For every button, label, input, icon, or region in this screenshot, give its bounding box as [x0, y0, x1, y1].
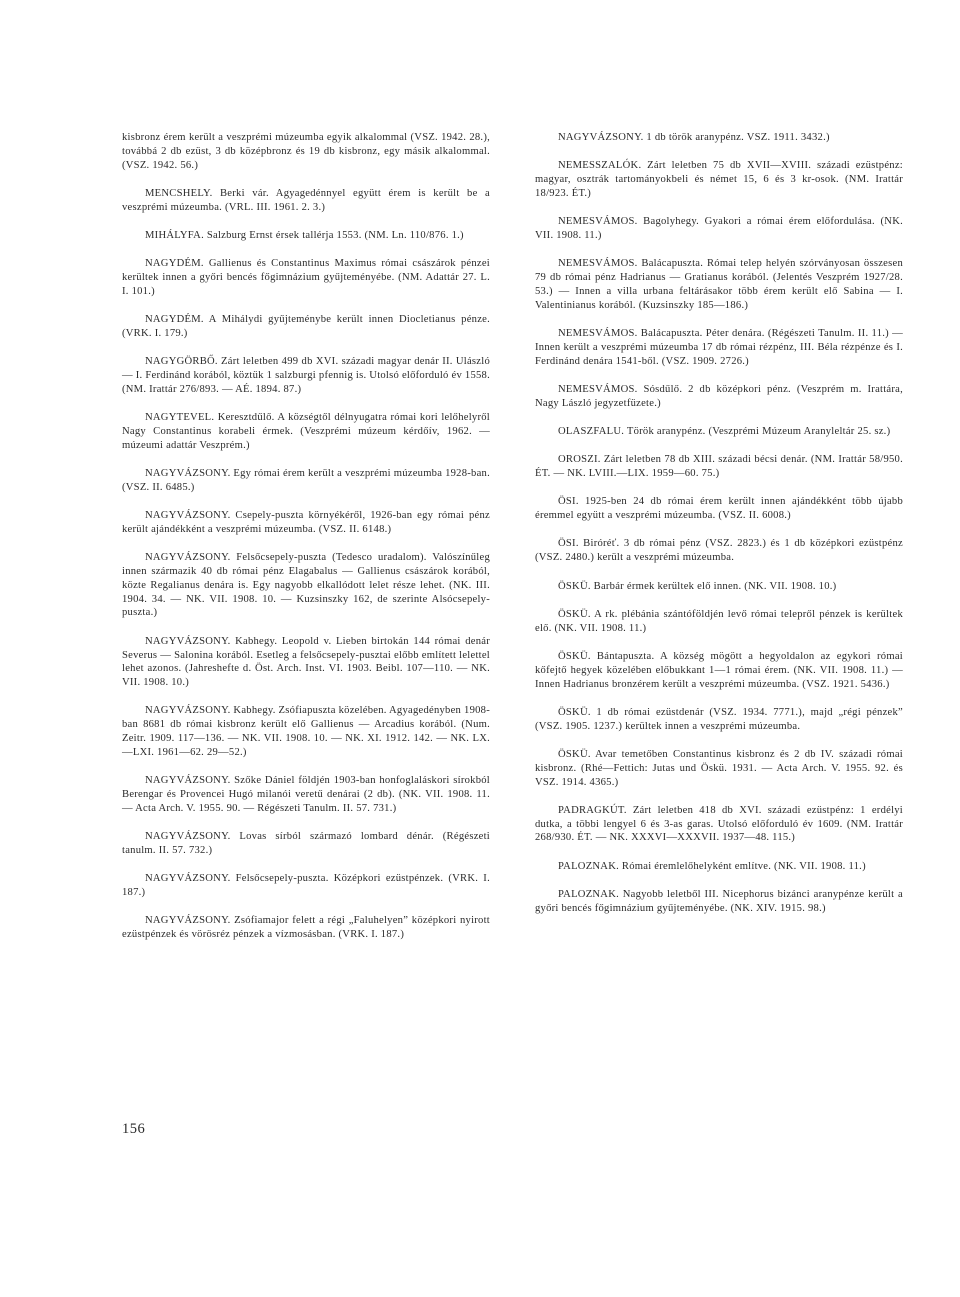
text-paragraph: NEMESSZALÓK. Zárt leletben 75 db XVII—XVIII. századi ezüstpénz: magyar, osztrák tartományokbeli és német 15, 6 és 3 kr-osok. (NM. Irattár 18/923. ÉT.) — [535, 160, 903, 199]
text-paragraph: NEMESVÁMOS. Balácapuszta. Római telep helyén szórványosan összesen 79 db római pénz Hadrianus — Gratianus korából. (Jelentés Veszprém 1927/28. 53.) — Innen a villa urbana feltárásakor több érem került elő Sabina — I. Valentinianus korából. (Kuzsinszky 185—186.) — [535, 258, 903, 311]
text-paragraph: NAGYVÁZSONY. Szőke Dániel földjén 1903-ban honfoglaláskori sírokból Berengar és Provencei Hugó milanói veretű denárai (2 db). (NK. VII. 1908. 11. — Acta Arch. V. 1955. 90. — Régészeti Tanulm. II. 57. 731.) — [122, 775, 490, 814]
text-paragraph: ÖSKÜ. A rk. plébánia szántóföldjén levő római telepről pénzek is kerültek elő. (NK. VII. 1908. 11.) — [535, 608, 903, 634]
text-paragraph: NEMESVÁMOS. Balácapuszta. Péter denára. (Régészeti Tanulm. II. 11.) — Innen került a veszprémi múzeumba 17 db római rézpénz, III. Béla rézpénze és I. Ferdinánd denára 1541-ből. (VSZ. 1909. 2726.) — [535, 327, 903, 367]
text-paragraph: MIHÁLYFA. Salzburg Ernst érsek tallérja 1553. (NM. Ln. 110/876. 1.) — [145, 229, 464, 241]
text-paragraph: kisbronz érem került a veszprémi múzeumba egyik alkalommal (VSZ. 1942. 28.), továbbá 2 db ezüst, 3 db középbronz és 19 db kisbronz, egy másik alkalommal. (VSZ. 1942. 56.) — [122, 132, 490, 171]
text-paragraph: NAGYVÁZSONY. Csepely-puszta környékéről, 1926-ban egy római pénz került ajándékként a veszprémi múzeumba. (VSZ. II. 6148.) — [122, 510, 490, 535]
text-paragraph: ÖSI. Biróréť. 3 db római pénz (VSZ. 2823.) és 1 db középkori ezüstpénz (VSZ. 2480.) került a veszprémi múzeumba. — [535, 538, 903, 564]
text-paragraph: NAGYTEVEL. Keresztdűlő. A községtől délnyugatra római kori lelőhelyről Nagy Constantinus korabeli érmek. (Veszprémi múzeum kérdőív, 1962. — múzeumi adattár Veszprém.) — [122, 412, 490, 451]
text-paragraph: ÖSKÜ. Barbár érmek kerültek elő innen. (NK. VII. 1908. 10.) — [558, 580, 837, 592]
text-paragraph: NAGYVÁZSONY. Zsófiamajor felett a régi „Faluhelyen” középkori nyirott ezüstpénzek és vörösréz pénzek a vízmosásban. (VRK. I. 187.) — [122, 915, 490, 940]
text-paragraph: ÖSKÜ. Bántapuszta. A község mögött a hegyoldalon az egykori római kőfejtő hegyek közelében előbukkant 1—1 római érem. (NK. VII. 1908. 11.) — Innen Hadrianus bronzérem került a veszprémi múzeumba. (VSZ. 1921. 5436.) — [535, 650, 903, 690]
text-paragraph: NAGYVÁZSONY. Lovas sírból származó lombard dénár. (Régészeti tanulm. II. 57. 732.) — [122, 830, 490, 856]
text-paragraph: NEMESVÁMOS. Bagolyhegy. Gyakori a római érem előfordulása. (NK. VII. 1908. 11.) — [535, 216, 903, 241]
text-paragraph: NAGYVÁZSONY. 1 db török aranypénz. VSZ. 1911. 3432.) — [558, 132, 830, 143]
text-paragraph: NAGYDÉM. A Mihálydi gyűjteménybe került innen Diocletianus pénze. (VRK. I. 179.) — [122, 314, 490, 339]
text-paragraph: NAGYGÖRBŐ. Zárt leletben 499 db XVI. századi magyar denár II. Ulászló — I. Ferdinánd korából, köztük 1 salzburgi pfennig is. Utolsó előforduló év 1558. (NM. Irattár 276/893. — AÉ. 1894. 87.) — [122, 356, 490, 395]
right-column — [535, 131, 903, 930]
text-paragraph: NAGYVÁZSONY. Egy római érem került a veszprémi múzeumba 1928-ban. (VSZ. II. 6485.) — [122, 468, 490, 493]
text-paragraph: NAGYVÁZSONY. Kabhegy. Leopold v. Lieben birtokán 144 római denár Severus — Salonina korából. Esetleg a felsőcsepely-pusztai előbb említett lelettel lehet azonos. (Jahreshefte d. Öst. Arch. Inst. VI. 1903. Beibl. 107—110. — NK. VII. 1908. 10.) — [122, 635, 490, 689]
text-paragraph: ÖSKÜ. Avar temetőben Constantinus kisbronz és 2 db IV. századi római kisbronz. (Rhé—Fettich: Jutas und Öskü. 1931. — Acta Arch. V. 1955. 92. és VSZ. 1914. 4365.) — [535, 748, 903, 788]
text-paragraph: MENCSHELY. Berki vár. Agyagedénnyel együtt érem is került be a veszprémi múzeumba. (VRL. III. 1961. 2. 3.) — [122, 187, 490, 213]
text-paragraph: NAGYDÉM. Gallienus és Constantinus Maximus római császárok pénzei kerültek innen a győri bencés főgimnázium gyűjteményébe. (NM. Adattár 27. L. I. 101.) — [122, 258, 490, 297]
text-paragraph: ÖSKÜ. 1 db római ezüstdenár (VSZ. 1934. 7771.), majd „régi pénzek” (VSZ. 1905. 1237.) kerültek innen a veszprémi múzeumba. — [535, 706, 903, 732]
text-paragraph: PADRAGKÚT. Zárt leletben 418 db XVI. századi ezüstpénz: 1 erdélyi dutka, a többi lengyel 6 és 3-as garas. Utolsó előforduló év 1609. (NM. Irattár 268/930. ÉT. — NK. XXXVI—XXXVII. 1937—48. 115.) — [535, 804, 903, 844]
text-paragraph: NAGYVÁZSONY. Kabhegy. Zsófiapuszta közelében. Agyagedényben 1908-ban 8681 db római kisbronz került elő Gallienus — Arcadius korából. (Num. Zeitr. 1909. 117—136. — NK. VII. 1908. 10. — NK. XI. 1912. 142. — NK. LX.—LXI. 1961—62. 29—52.) — [122, 705, 490, 758]
text-paragraph: PALOZNAK. Nagyobb leletből III. Nicephorus bizánci aranypénze került a győri bencés főgimnázium gyűjteményébe. (NK. XIV. 1915. 98.) — [535, 888, 903, 914]
left-column — [122, 131, 490, 956]
text-paragraph: OLASZFALU. Török aranypénz. (Veszprémi Múzeum Aranyleltár 25. sz.) — [558, 425, 891, 437]
text-paragraph: OROSZI. Zárt leletben 78 db XIII. századi bécsi denár. (NM. Irattár 58/950. ÉT. — NK. LVIII.—LIX. 1959—60. 75.) — [535, 454, 903, 480]
text-paragraph: NAGYVÁZSONY. Felsőcsepely-puszta. Középkori ezüstpénzek. (VRK. I. 187.) — [122, 873, 490, 898]
text-paragraph: ÖSI. 1925-ben 24 db római érem került innen ajándékként több újabb éremmel együtt a veszprémi múzeumba. (VSZ. II. 6008.) — [535, 496, 903, 522]
page-number: 156 — [122, 1121, 146, 1137]
text-paragraph: PALOZNAK. Római éremlelőhelyként említve. (NK. VII. 1908. 11.) — [558, 860, 866, 872]
text-paragraph: NAGYVÁZSONY. Felsőcsepely-puszta (Tedesco uradalom). Valószínűleg innen származik 40 db római pénz Elagabalus — Gallienus császárok korából, közte Regalianus denára is. Egy nagyobb elkallódott lelet része lehet. (NK. III. 1904. 34. — NK. VII. 1908. 10. — Kuzsinszky 162, de szerinte Alsócsepely-puszta.) — [122, 552, 490, 619]
text-paragraph: NEMESVÁMOS. Sósdűlő. 2 db középkori pénz. (Veszprém m. Irattára, Nagy László jegyzetfüzete.) — [535, 383, 903, 409]
